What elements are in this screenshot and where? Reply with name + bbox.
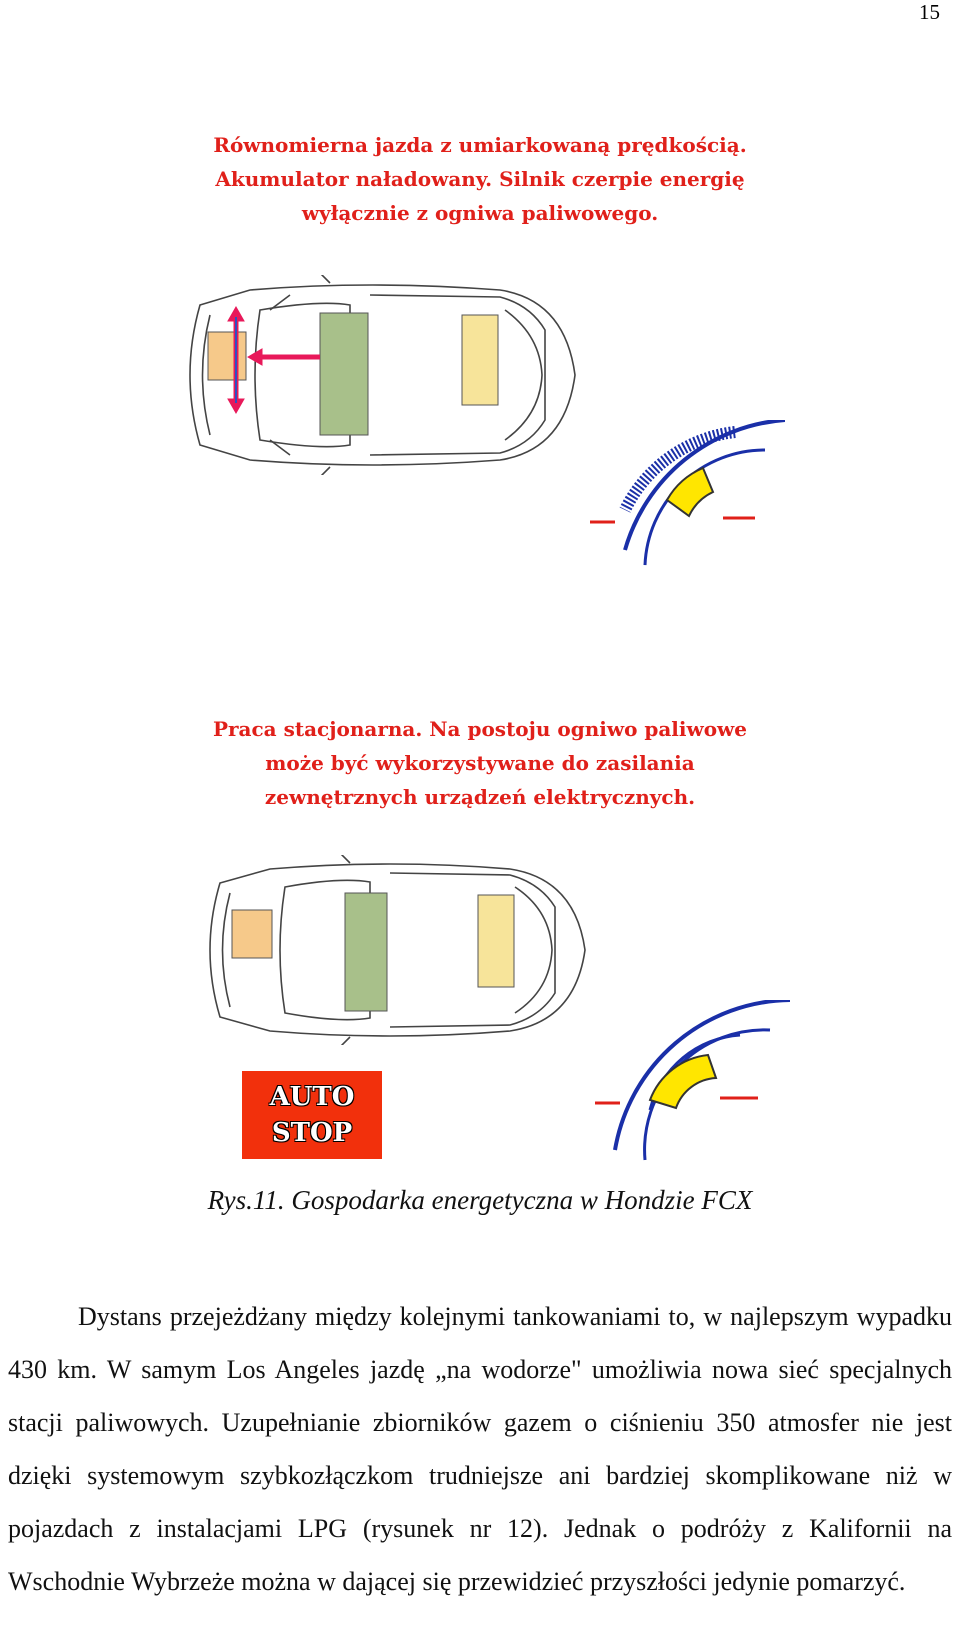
energy-gauge-2 [590, 1000, 790, 1165]
figure-title: Rys.11. Gospodarka energetyczna w Hondzie FCX [207, 1185, 753, 1215]
car-diagram-1 [170, 275, 590, 475]
panel2-caption-line: Praca stacjonarna. Na postoju ogniwo paliwowe [212, 717, 748, 741]
battery-block [232, 910, 272, 958]
panel2-caption-line: zewnętrznych urządzeń elektrycznych. [264, 785, 696, 809]
auto-stop-line: STOP [271, 1118, 353, 1148]
panel1-caption-line: wyłącznie z ogniwa paliwowego. [301, 201, 659, 225]
hydrogen-tank-block [478, 895, 514, 987]
body-text [8, 1290, 952, 1608]
panel1-caption-line: Akumulator naładowany. Silnik czerpie energię [215, 167, 745, 191]
fuel-cell-block [320, 313, 368, 435]
body-paragraph: Dystans przejeżdżany między kolejnymi tankowaniami to, w najlepszym wypadku 430 km. W samym Los Angeles jazdę „na wodorze" umożliwia nowa sieć specjalnych stacji paliwowych. Uzupełnianie zbiorników gazem o ciśnieniu 350 atmosfer nie jest dzięki systemowym szybkozłączkom trudniejsze ani bardziej skomplikowane niż w pojazdach z instalacjami LPG (rysunek nr 12). Jednak o podróży z Kalifornii na Wschodnie Wybrzeże można w dającej się przewidzieć przyszłości jedynie pomarzyć. [8, 1302, 952, 1596]
panel2-caption-line: może być wykorzystywane do zasilania [265, 751, 695, 775]
page-number: 15 [919, 0, 940, 24]
car-diagram-2 [190, 855, 590, 1045]
panel2-caption [160, 712, 800, 814]
battery-block [208, 332, 246, 380]
panel1-caption [160, 128, 800, 230]
hydrogen-tank-block [462, 315, 498, 405]
auto-stop-line: AUTO [269, 1082, 355, 1112]
panel1-caption-line: Równomierna jazda z umiarkowaną prędkością. [213, 133, 747, 157]
energy-gauge-1 [585, 420, 785, 585]
auto-stop-badge [242, 1071, 382, 1159]
fuel-cell-block [345, 893, 387, 1011]
